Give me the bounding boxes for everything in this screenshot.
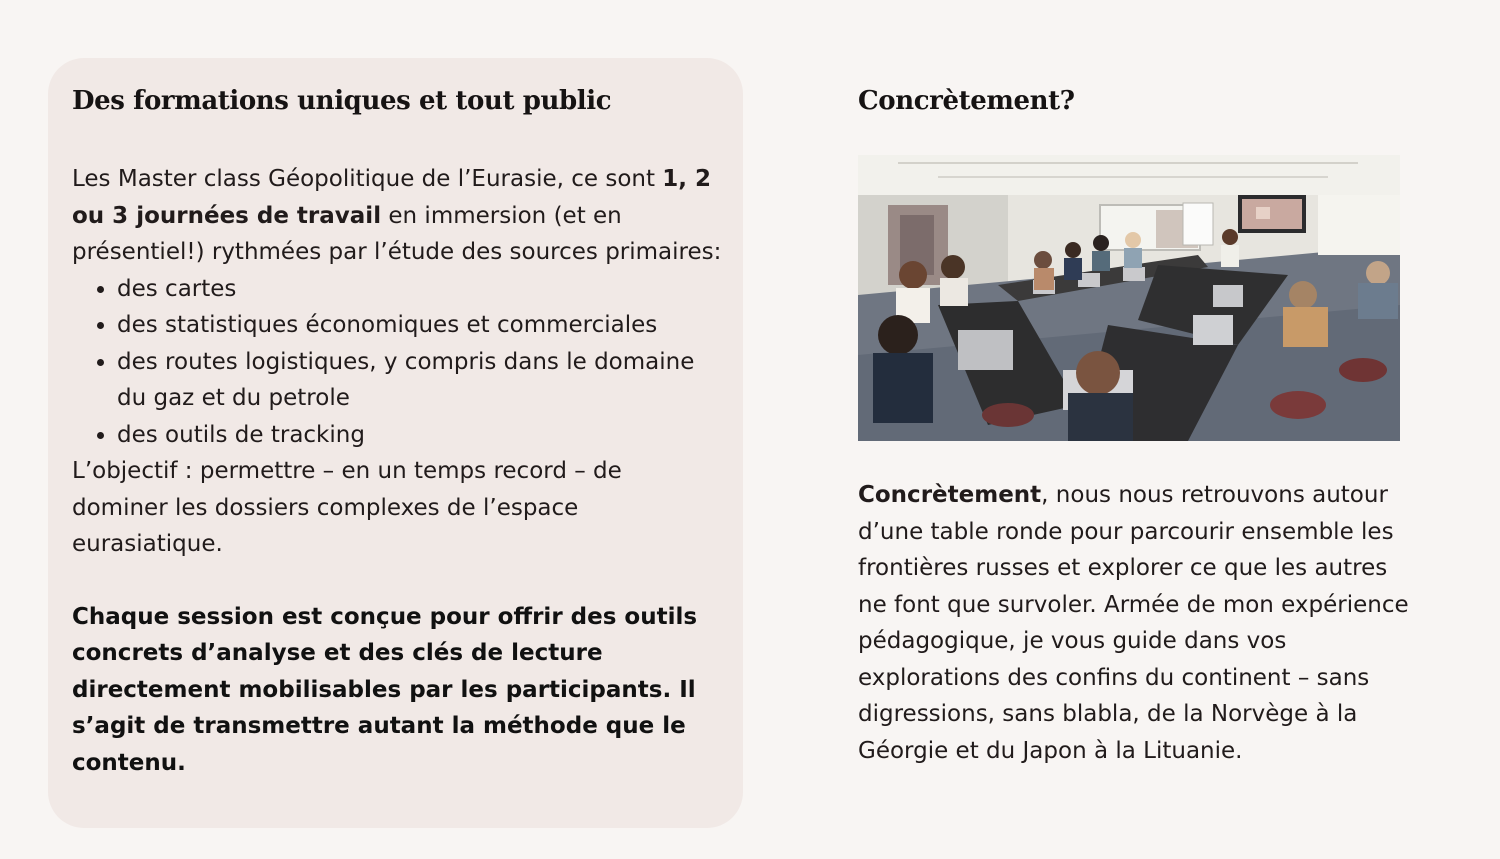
- sources-list: [72, 271, 722, 454]
- formations-description: [72, 161, 722, 781]
- concretement-text: , nous nous retrouvons autour d’une table ronde pour parcourir ensemble les frontières russes et explorer ce que les autres ne font que survoler. Armée de mon expérience pédagogique, je vous guide dans vos explorations des confins du continent – sans digressions, sans blabla, de la Norvège à la Géorgie et du Japon à la Lituanie.: [858, 482, 1409, 764]
- sources-list-item: • des routes logistiques, y compris dans le domaine du gaz et du petrole: [117, 344, 722, 417]
- concretement-paragraph: [858, 477, 1418, 769]
- objective-paragraph: L’objectif : permettre – en un temps record – de dominer les dossiers complexes de l’espace eurasiatique.: [72, 458, 622, 557]
- classroom-photo-illustration: [858, 155, 1400, 441]
- closing-paragraph: Chaque session est conçue pour offrir des outils concrets d’analyse et des clés de lecture directement mobilisables par les participants. Il s’agit de transmettre autant la méthode que le contenu.: [72, 603, 698, 776]
- sources-list-item: • des statistiques économiques et commerciales: [117, 307, 722, 344]
- classroom-photo: [858, 155, 1400, 441]
- concretement-bold: Concrètement: [858, 482, 1042, 508]
- sources-list-item: • des cartes: [117, 271, 722, 308]
- intro-text-bold: 1, 2 ou 3 journées de travail: [72, 166, 712, 229]
- section-title-concretement: Concrètement?: [858, 86, 1075, 116]
- sources-list-item: • des outils de tracking: [117, 417, 722, 454]
- intro-text-end: en immersion (et en présentiel!) rythmées par l’étude des sources primaires:: [72, 202, 722, 265]
- intro-paragraph: [72, 161, 722, 271]
- intro-text-start: Les Master class Géopolitique de l’Eurasie, ce sont: [72, 166, 663, 192]
- section-title-formations: Des formations uniques et tout public: [72, 86, 612, 116]
